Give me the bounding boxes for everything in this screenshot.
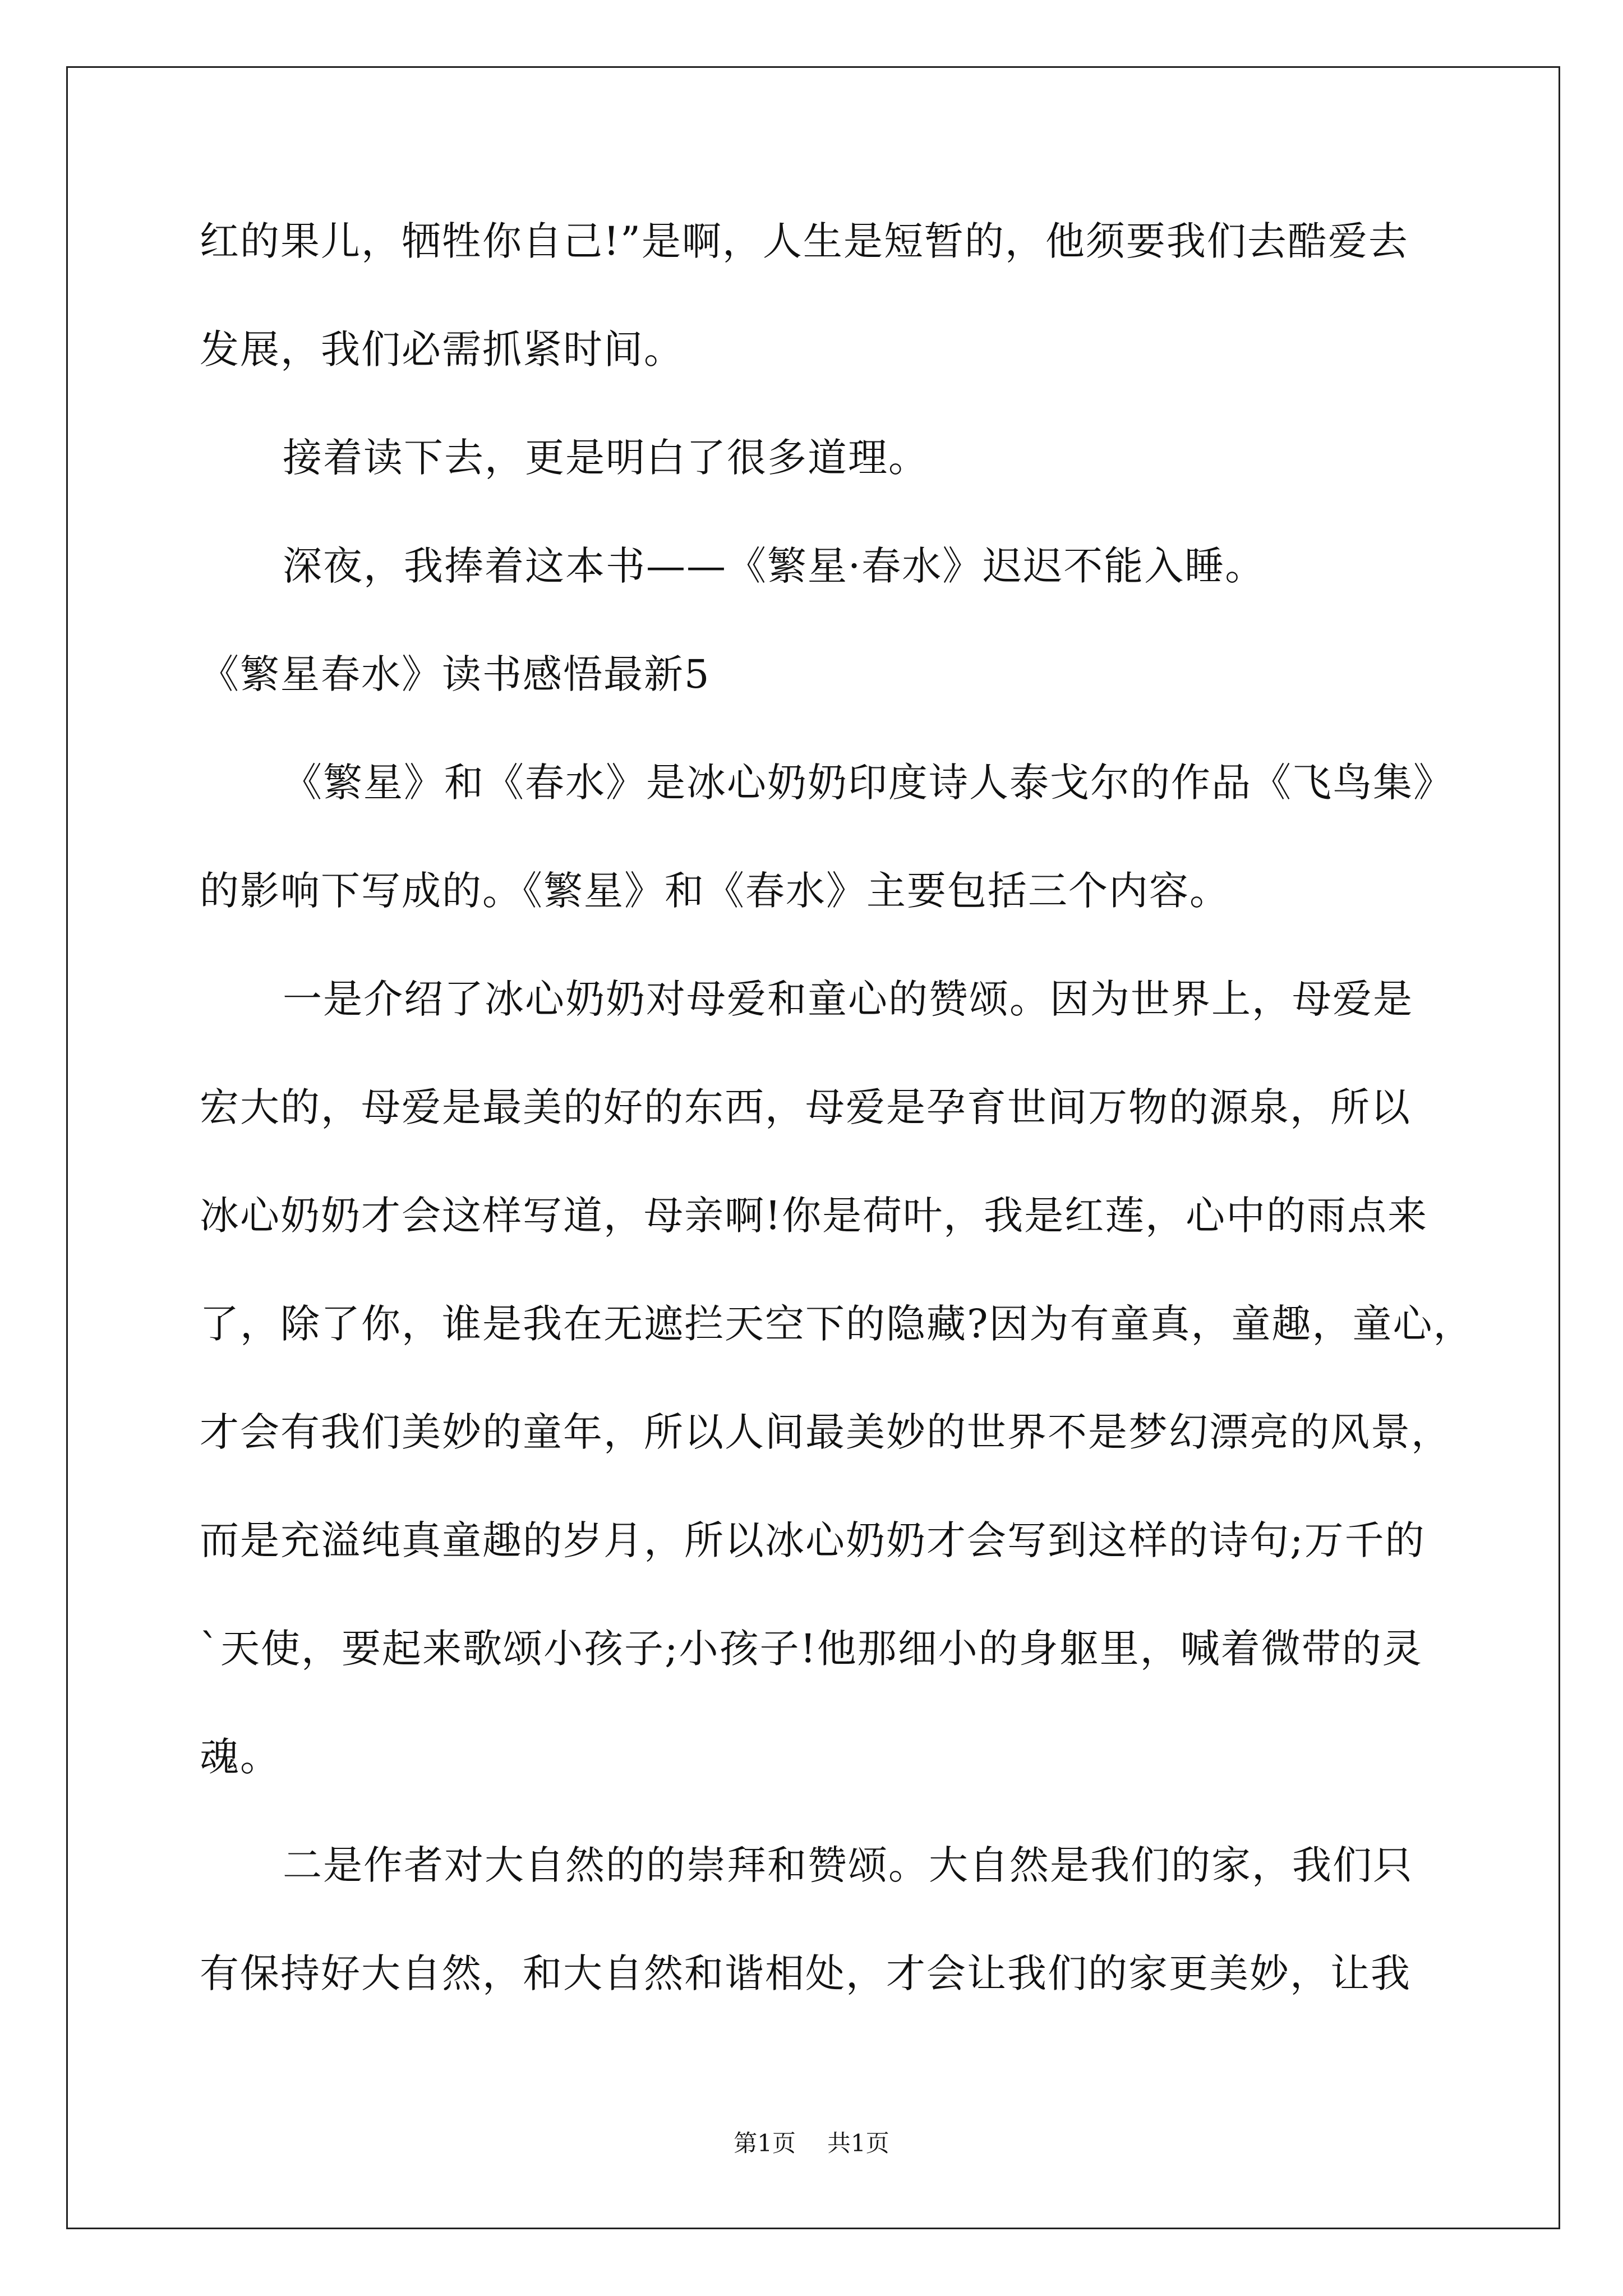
text-line: 深夜，我捧着这本书——《繁星·春水》迟迟不能入睡。 [283, 543, 1266, 589]
text-line: 魂。 [200, 1734, 280, 1780]
text-line: 二是作者对大自然的的崇拜和赞颂。大自然是我们的家，我们只 [283, 1842, 1413, 1888]
page-number: 第1页 [734, 2129, 796, 2157]
text-line: 宏大的，母爱是最美的好的东西，母爱是孕育世间万物的源泉，所以 [200, 1084, 1411, 1130]
page-total: 共1页 [827, 2129, 889, 2157]
text-line: 红的果儿，牺牲你自己!”是啊，人生是短暂的，他须要我们去酷爱去 [200, 218, 1409, 264]
text-line: 《繁星》和《春水》是冰心奶奶印度诗人泰戈尔的作品《飞鸟集》 [283, 760, 1454, 806]
text-line: 有保持好大自然，和大自然和谐相处，才会让我们的家更美妙，让我 [200, 1950, 1411, 1996]
text-line: 一是介绍了冰心奶奶对母爱和童心的赞颂。因为世界上，母爱是 [283, 976, 1413, 1022]
document-body [200, 218, 1474, 2059]
page-footer [0, 2129, 1623, 2157]
section-heading: 《繁星春水》读书感悟最新5 [200, 651, 711, 697]
text-line: 的影响下写成的。《繁星》和《春水》主要包括三个内容。 [200, 868, 1230, 914]
text-line: 接着读下去，更是明白了很多道理。 [283, 435, 929, 481]
text-line: 发展，我们必需抓紧时间。 [200, 326, 684, 372]
text-line: 而是充溢纯真童趣的岁月，所以冰心奶奶才会写到这样的诗句;万千的 [200, 1517, 1426, 1563]
text-line: 冰心奶奶才会这样写道，母亲啊!你是荷叶，我是红莲，心中的雨点来 [200, 1193, 1428, 1239]
text-line: 了，除了你，谁是我在无遮拦天空下的隐藏?因为有童真，童趣，童心， [200, 1301, 1474, 1347]
text-line: `天使，要起来歌颂小孩子;小孩子!他那细小的身躯里，喊着微带的灵 [200, 1626, 1423, 1672]
text-line: 才会有我们美妙的童年，所以人间最美妙的世界不是梦幻漂亮的风景， [200, 1409, 1451, 1455]
